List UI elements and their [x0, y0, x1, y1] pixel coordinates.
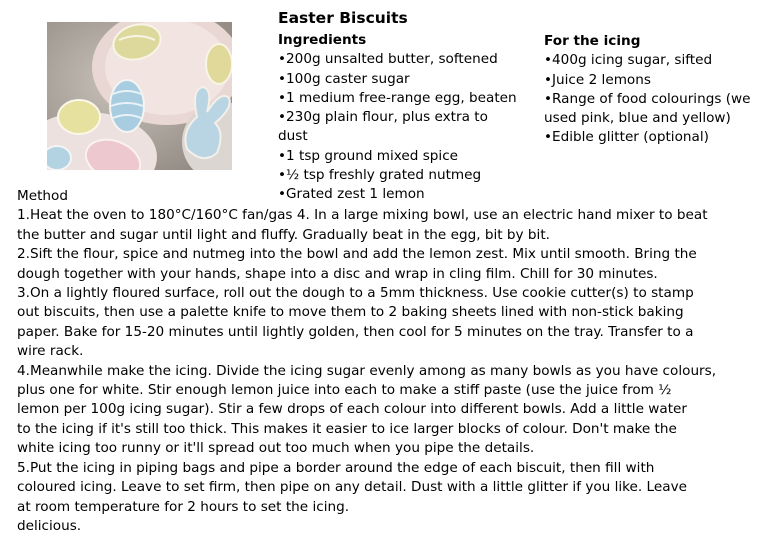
- method-line: wire rack.: [17, 343, 84, 360]
- recipe-title: Easter Biscuits: [278, 9, 408, 27]
- method-line: the butter and sugar until light and fluffy. Gradually beat in the egg, bit by bit.: [17, 226, 550, 243]
- method-line: white icing too runny or it'll spread out too much when you pipe the details.: [17, 440, 535, 457]
- ingredient-line: dust: [278, 128, 308, 145]
- method-line: 2.Sift the flour, spice and nutmeg into the bowl and add the lemon zest. Mix until smooth. Bring the: [17, 246, 697, 263]
- ingredient-line: •100g caster sugar: [278, 70, 410, 87]
- icing-line: •Edible glitter (optional): [544, 129, 709, 146]
- method-line: paper. Bake for 15-20 minutes until lightly golden, then cool for 5 minutes on the tray. Transfer to a: [17, 323, 694, 340]
- ingredient-line: •½ tsp freshly grated nutmeg: [278, 167, 482, 184]
- icing-line: used pink, blue and yellow): [544, 110, 731, 127]
- ingredient-line: •Grated zest 1 lemon: [278, 186, 425, 203]
- method-line: plus one for white. Stir enough lemon juice into each to make a stiff paste (use the juice from ½: [17, 382, 672, 399]
- method-line: at room temperature for 2 hours to set the icing.: [17, 498, 350, 515]
- icing-line: •Juice 2 lemons: [544, 71, 651, 88]
- ingredients-list: [278, 31, 517, 205]
- ingredient-line: •1 medium free-range egg, beaten: [278, 89, 517, 106]
- icing-line: •Range of food colourings (we: [544, 90, 751, 107]
- method-line: delicious.: [17, 517, 82, 534]
- method-line: 1.Heat the oven to 180°C/160°C fan/gas 4. In a large mixing bowl, use an electric hand mixer to beat: [17, 207, 708, 224]
- method-line: 4.Meanwhile make the icing. Divide the icing sugar evenly among as many bowls as you have colours,: [17, 362, 717, 379]
- easter-biscuits-photo: [47, 22, 232, 170]
- ingredient-line: •1 tsp ground mixed spice: [278, 147, 459, 164]
- ingredient-line: •230g plain flour, plus extra to: [278, 109, 488, 126]
- icing-heading: For the icing: [544, 33, 641, 49]
- method-line: out biscuits, then use a palette knife to move them to 2 baking sheets lined with non-stick baking: [17, 304, 684, 321]
- icing-line: •400g icing sugar, sifted: [544, 52, 713, 69]
- ingredient-line: •200g unsalted butter, softened: [278, 51, 498, 68]
- icing-list: [544, 32, 751, 148]
- method-line: 3.On a lightly floured surface, roll out the dough to a 5mm thickness. Use cookie cutter(s) to stamp: [17, 285, 694, 302]
- method-line: to the icing if it's still too thick. This makes it easier to ice larger blocks of colour. Don't make the: [17, 420, 677, 437]
- method-section: [17, 187, 772, 536]
- method-line: 5.Put the icing in piping bags and pipe a border around the edge of each biscuit, then fill with: [17, 459, 655, 476]
- method-line: lemon per 100g icing sugar). Stir a few drops of each colour into different bowls. Add a little water: [17, 401, 687, 418]
- method-line: dough together with your hands, shape into a disc and wrap in cling film. Chill for 30 minutes.: [17, 265, 658, 282]
- method-heading: Method: [17, 188, 68, 204]
- ingredients-heading: Ingredients: [278, 32, 367, 48]
- method-line: coloured icing. Leave to set firm, then pipe on any detail. Dust with a little glitter if you like. Leave: [17, 479, 687, 496]
